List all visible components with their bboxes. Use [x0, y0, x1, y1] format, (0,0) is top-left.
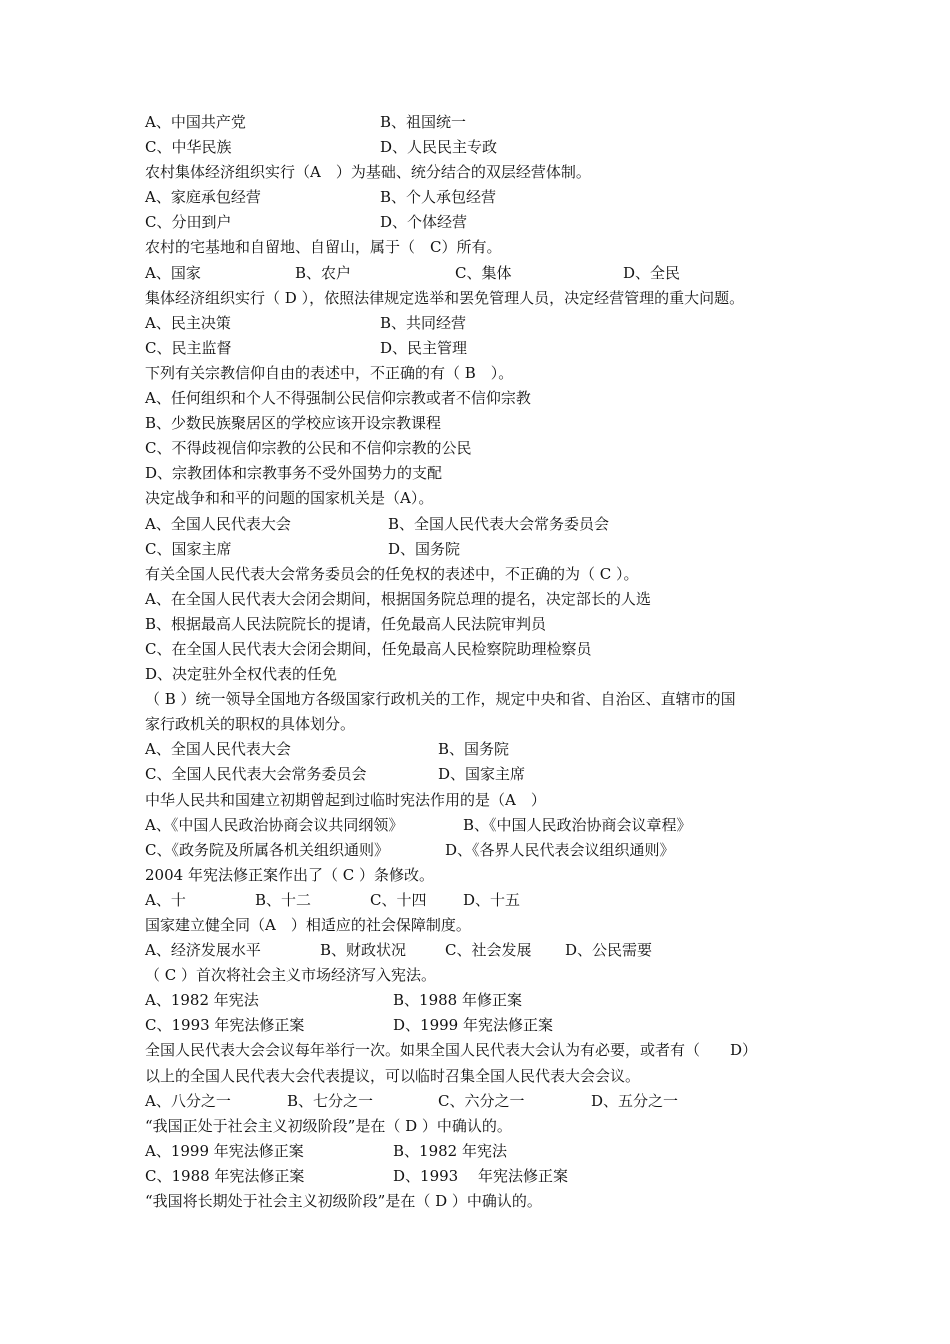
answer-option: C、十四: [370, 890, 427, 909]
answer-option: A、民主决策: [145, 313, 231, 332]
question-text: 农村集体经济组织实行（A ）为基础、统分结合的双层经营体制。: [145, 163, 591, 182]
option-row: [145, 537, 825, 562]
option-row: [145, 1164, 825, 1189]
answer-option: B、1988 年修正案: [393, 991, 522, 1010]
question-line: [145, 361, 825, 386]
option-row: [145, 135, 825, 160]
question-line: [145, 612, 825, 637]
option-row: [145, 210, 825, 235]
answer-option: D、《各界人民代表会议组织通则》: [445, 840, 675, 859]
question-text: 有关全国人民代表大会常务委员会的任免权的表述中，不正确的为（ C ）。: [145, 564, 639, 583]
question-line: [145, 662, 825, 687]
question-text: D、决定驻外全权代表的任免: [145, 665, 338, 684]
answer-option: D、五分之一: [591, 1091, 679, 1110]
answer-option: B、1982 年宪法: [393, 1141, 507, 1160]
answer-option: B、财政状况: [320, 941, 407, 960]
question-text: 2004 年宪法修正案作出了（ C ）条修改。: [145, 865, 434, 884]
answer-option: B、共同经营: [380, 313, 467, 332]
question-text: （ C ）首次将社会主义市场经济写入宪法。: [145, 966, 437, 985]
question-text: B、根据最高人民法院院长的提请，任免最高人民法院审判员: [145, 614, 547, 633]
answer-option: D、民主管理: [380, 338, 468, 357]
question-text: C、在全国人民代表大会闭会期间，任免最高人民检察院助理检察员: [145, 639, 592, 658]
question-line: [145, 286, 825, 311]
option-row: [145, 838, 825, 863]
answer-option: A、1982 年宪法: [145, 991, 259, 1010]
answer-option: D、公民需要: [565, 941, 653, 960]
answer-option: B、祖国统一: [380, 113, 467, 131]
answer-option: D、人民民主专政: [380, 138, 498, 157]
question-line: [145, 863, 825, 888]
answer-option: C、国家主席: [145, 539, 232, 558]
answer-option: A、全国人民代表大会: [145, 740, 291, 759]
question-text: 决定战争和和平的问题的国家机关是（A）。: [145, 489, 434, 508]
answer-option: B、《中国人民政治协商会议章程》: [463, 815, 692, 834]
option-row: [145, 512, 825, 537]
answer-option: C、民主监督: [145, 338, 232, 357]
question-line: [145, 386, 825, 411]
question-line: [145, 1064, 825, 1089]
question-text: 国家建立健全同（A ）相适应的社会保障制度。: [145, 916, 471, 934]
answer-option: C、社会发展: [445, 941, 532, 960]
answer-option: C、分田到户: [145, 213, 232, 232]
answer-option: A、家庭承包经营: [145, 188, 261, 207]
question-list: [145, 110, 825, 1214]
question-text: 家行政机关的职权的具体划分。: [145, 715, 356, 734]
question-line: [145, 160, 825, 185]
answer-option: A、十: [145, 890, 186, 909]
question-text: 集体经济组织实行（ D ），依照法律规定选举和罢免管理人员，决定经营管理的重大问题。: [145, 288, 745, 307]
option-row: [145, 1139, 825, 1164]
answer-option: C、1993 年宪法修正案: [145, 1016, 305, 1035]
option-row: [145, 185, 825, 210]
answer-option: C、《政务院及所属各机关组织通则》: [145, 840, 389, 859]
question-line: [145, 411, 825, 436]
question-text: 中华人民共和国建立初期曾起到过临时宪法作用的是（A ）: [145, 790, 546, 809]
option-row: [145, 1089, 825, 1114]
question-line: [145, 436, 825, 461]
question-line: [145, 1189, 825, 1214]
question-text: C、不得歧视信仰宗教的公民和不信仰宗教的公民: [145, 439, 472, 458]
option-row: [145, 888, 825, 913]
question-text: 全国人民代表大会会议每年举行一次。如果全国人民代表大会认为有必要，或者有（ D）: [145, 1041, 758, 1060]
question-text: A、任何组织和个人不得强制公民信仰宗教或者不信仰宗教: [145, 389, 531, 408]
question-text: “我国正处于社会主义初级阶段”是在（ D ）中确认的。: [145, 1116, 512, 1135]
question-text: B、少数民族聚居区的学校应该开设宗教课程: [145, 414, 442, 433]
option-row: [145, 737, 825, 762]
question-line: [145, 913, 825, 938]
question-text: （ B ）统一领导全国地方各级国家行政机关的工作，规定中央和省、自治区、直辖市的国: [145, 690, 736, 709]
question-line: [145, 637, 825, 662]
option-row: [145, 261, 825, 286]
question-line: [145, 235, 825, 260]
option-row: [145, 762, 825, 787]
option-row: [145, 813, 825, 838]
question-line: [145, 486, 825, 511]
option-row: [145, 1013, 825, 1038]
answer-option: A、全国人民代表大会: [145, 514, 291, 533]
answer-option: A、中国共产党: [145, 113, 246, 131]
answer-option: D、1999 年宪法修正案: [393, 1016, 553, 1035]
option-row: [145, 311, 825, 336]
question-text: 以上的全国人民代表大会代表提议，可以临时召集全国人民代表大会会议。: [145, 1066, 641, 1085]
option-row: [145, 110, 825, 135]
answer-option: D、十五: [463, 890, 521, 909]
answer-option: B、七分之一: [287, 1091, 374, 1110]
answer-option: C、六分之一: [438, 1091, 525, 1110]
answer-option: A、国家: [145, 263, 201, 282]
question-text: D、宗教团体和宗教事务不受外国势力的支配: [145, 464, 443, 483]
answer-option: C、全国人民代表大会常务委员会: [145, 765, 367, 784]
question-line: [145, 963, 825, 988]
answer-option: B、个人承包经营: [380, 188, 497, 207]
answer-option: A、经济发展水平: [145, 941, 261, 960]
answer-option: A、1999 年宪法修正案: [145, 1141, 304, 1160]
answer-option: D、1993 年宪法修正案: [393, 1166, 568, 1185]
answer-option: B、全国人民代表大会常务委员会: [388, 514, 610, 533]
question-line: [145, 461, 825, 486]
answer-option: C、1988 年宪法修正案: [145, 1166, 305, 1185]
question-text: “我国将长期处于社会主义初级阶段”是在（ D ）中确认的。: [145, 1192, 542, 1211]
answer-option: B、国务院: [438, 740, 510, 759]
question-line: [145, 687, 825, 712]
option-row: [145, 336, 825, 361]
answer-option: B、农户: [295, 263, 352, 282]
question-text: 农村的宅基地和自留地、自留山，属于（ C）所有。: [145, 238, 502, 257]
answer-option: D、国务院: [388, 539, 461, 558]
question-text: 下列有关宗教信仰自由的表述中，不正确的有（ B ）。: [145, 363, 514, 382]
answer-option: C、集体: [455, 263, 512, 282]
question-line: [145, 562, 825, 587]
option-row: [145, 988, 825, 1013]
question-line: [145, 788, 825, 813]
option-row: [145, 938, 825, 963]
question-line: [145, 1114, 825, 1139]
answer-option: A、《中国人民政治协商会议共同纲领》: [145, 815, 404, 834]
question-line: [145, 1038, 825, 1063]
answer-option: C、中华民族: [145, 138, 232, 157]
question-line: [145, 712, 825, 737]
answer-option: D、个体经营: [380, 213, 468, 232]
answer-option: B、十二: [255, 890, 312, 909]
answer-option: D、全民: [623, 263, 681, 282]
answer-option: A、八分之一: [145, 1091, 231, 1110]
question-line: [145, 587, 825, 612]
question-text: A、在全国人民代表大会闭会期间，根据国务院总理的提名，决定部长的人选: [145, 589, 651, 608]
answer-option: D、国家主席: [438, 765, 526, 784]
